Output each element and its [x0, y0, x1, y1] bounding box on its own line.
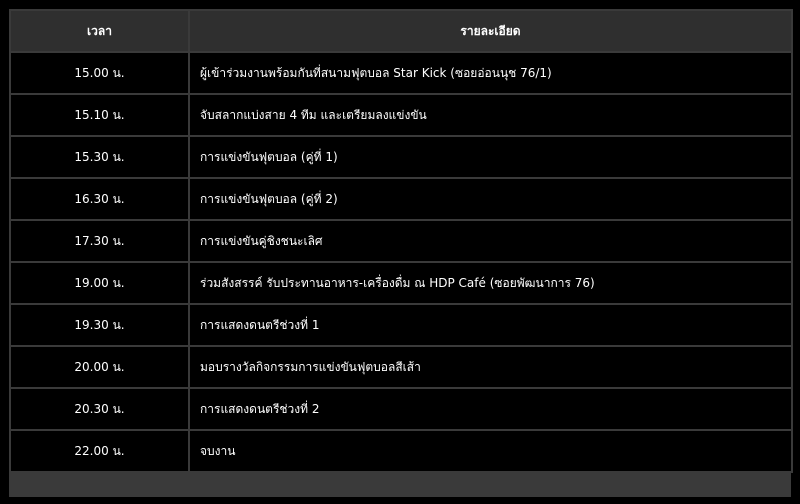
- table-row: [10, 94, 792, 136]
- table-row: [10, 220, 792, 262]
- header-time: เวลา: [10, 10, 189, 52]
- table-row: [10, 52, 792, 94]
- table-row: [10, 262, 792, 304]
- row-time: 20.30 น.: [10, 388, 189, 430]
- table-row: [10, 304, 792, 346]
- row-time: 22.00 น.: [10, 430, 189, 472]
- table-row: [10, 136, 792, 178]
- table-row: [10, 388, 792, 430]
- row-detail: ผู้เข้าร่วมงานพร้อมกันที่สนามฟุตบอล Star Kick (ซอยอ่อนนุช 76/1): [189, 52, 792, 94]
- row-time: 20.00 น.: [10, 346, 189, 388]
- row-time: 19.30 น.: [10, 304, 189, 346]
- row-time: 16.30 น.: [10, 178, 189, 220]
- row-detail: การแข่งขันฟุตบอล (คู่ที่ 1): [189, 136, 792, 178]
- row-detail: มอบรางวัลกิจกรรมการแข่งขันฟุตบอลสีเส้า: [189, 346, 792, 388]
- row-detail: การแข่งขันคู่ชิงชนะเลิศ: [189, 220, 792, 262]
- schedule-table: [9, 9, 793, 473]
- table-row: [10, 346, 792, 388]
- table-header-row: [10, 10, 792, 52]
- row-detail: การแข่งขันฟุตบอล (คู่ที่ 2): [189, 178, 792, 220]
- row-time: 19.00 น.: [10, 262, 189, 304]
- row-time: 15.30 น.: [10, 136, 189, 178]
- header-detail: รายละเอียด: [189, 10, 792, 52]
- row-detail: ร่วมสังสรรค์ รับประทานอาหาร-เครื่องดื่ม ณ HDP Café (ซอยพัฒนาการ 76): [189, 262, 792, 304]
- table-row: [10, 178, 792, 220]
- row-time: 15.10 น.: [10, 94, 189, 136]
- row-time: 17.30 น.: [10, 220, 189, 262]
- row-detail: จบงาน: [189, 430, 792, 472]
- row-detail: การแสดงดนตรีช่วงที่ 1: [189, 304, 792, 346]
- row-detail: จับสลากแบ่งสาย 4 ทีม และเตรียมลงแข่งขัน: [189, 94, 792, 136]
- row-time: 15.00 น.: [10, 52, 189, 94]
- row-detail: การแสดงดนตรีช่วงที่ 2: [189, 388, 792, 430]
- table-row: [10, 430, 792, 472]
